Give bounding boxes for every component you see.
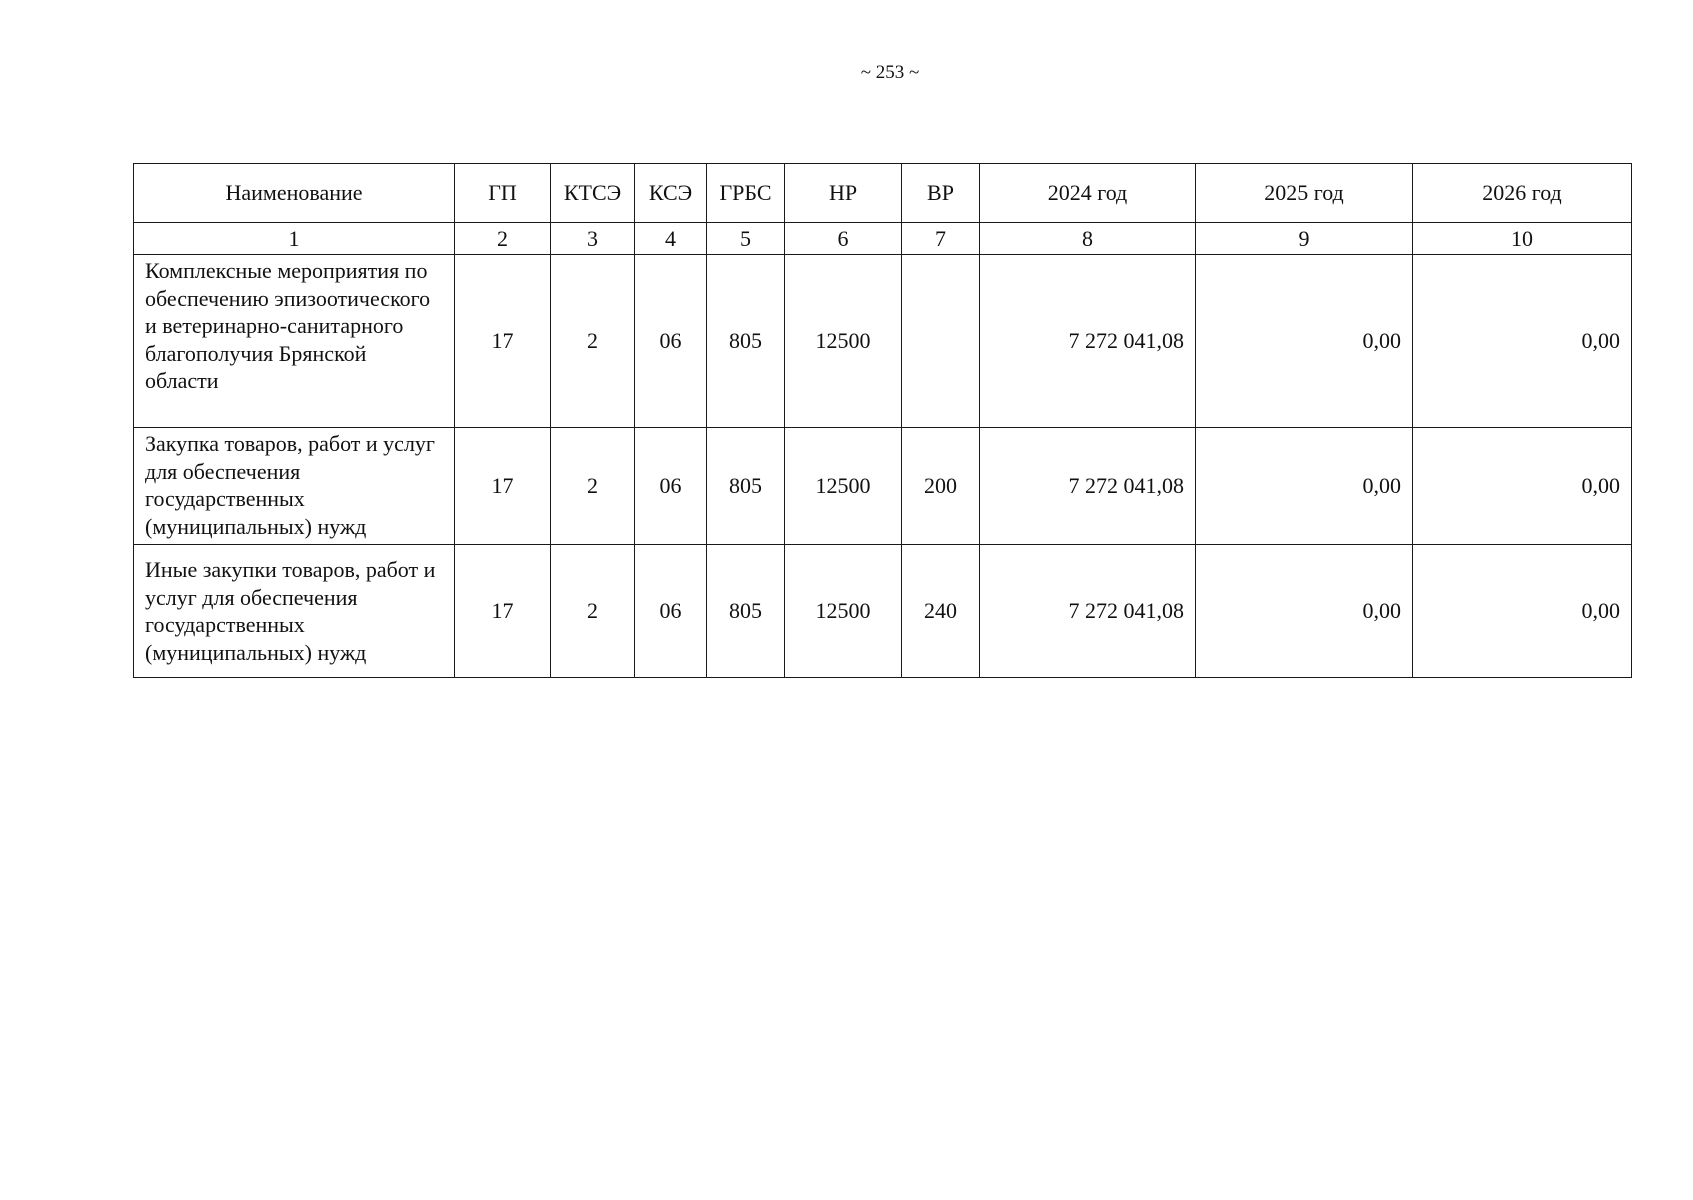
row-vr: 200: [902, 428, 980, 545]
row-gp: 17: [455, 255, 551, 428]
column-number: 6: [785, 223, 902, 255]
header-ktse: КТСЭ: [551, 164, 635, 223]
row-ktse: 2: [551, 428, 635, 545]
row-gp: 17: [455, 428, 551, 545]
column-number: 4: [635, 223, 707, 255]
row-amount-2024: 7 272 041,08: [980, 255, 1196, 428]
table-row: [134, 428, 1632, 545]
table-row: [134, 255, 1632, 428]
row-name: Закупка товаров, работ и услуг для обеспечения государственных (муниципальных) нужд: [134, 428, 455, 545]
row-amount-2026: 0,00: [1413, 428, 1632, 545]
row-nr: 12500: [785, 255, 902, 428]
row-gp: 17: [455, 545, 551, 678]
row-grbs: 805: [707, 545, 785, 678]
row-amount-2026: 0,00: [1413, 545, 1632, 678]
budget-table: [133, 163, 1632, 678]
row-amount-2025: 0,00: [1196, 428, 1413, 545]
row-grbs: 805: [707, 255, 785, 428]
column-number: 2: [455, 223, 551, 255]
row-kse: 06: [635, 545, 707, 678]
column-number: 9: [1196, 223, 1413, 255]
row-name: Иные закупки товаров, работ и услуг для обеспечения государственных (муниципальных) нужд: [134, 545, 455, 678]
row-vr: [902, 255, 980, 428]
header-kse: КСЭ: [635, 164, 707, 223]
column-number: 3: [551, 223, 635, 255]
column-number: 8: [980, 223, 1196, 255]
row-nr: 12500: [785, 428, 902, 545]
row-nr: 12500: [785, 545, 902, 678]
table-header-row: [134, 164, 1632, 223]
header-nr: НР: [785, 164, 902, 223]
header-2025: 2025 год: [1196, 164, 1413, 223]
column-number: 7: [902, 223, 980, 255]
header-name: Наименование: [134, 164, 455, 223]
header-2026: 2026 год: [1413, 164, 1632, 223]
header-gp: ГП: [455, 164, 551, 223]
row-vr: 240: [902, 545, 980, 678]
table-row: [134, 545, 1632, 678]
column-number: 1: [134, 223, 455, 255]
header-vr: ВР: [902, 164, 980, 223]
row-ktse: 2: [551, 255, 635, 428]
row-kse: 06: [635, 428, 707, 545]
header-grbs: ГРБС: [707, 164, 785, 223]
row-amount-2026: 0,00: [1413, 255, 1632, 428]
column-number-row: [134, 223, 1632, 255]
row-name: Комплексные мероприятия по обеспечению эпизоотического и ветеринарно-санитарного благополучия Брянской области: [134, 255, 455, 428]
row-amount-2024: 7 272 041,08: [980, 545, 1196, 678]
row-amount-2025: 0,00: [1196, 545, 1413, 678]
row-amount-2025: 0,00: [1196, 255, 1413, 428]
column-number: 10: [1413, 223, 1632, 255]
column-number: 5: [707, 223, 785, 255]
row-grbs: 805: [707, 428, 785, 545]
page-number: ~ 253 ~: [860, 62, 920, 83]
row-ktse: 2: [551, 545, 635, 678]
row-amount-2024: 7 272 041,08: [980, 428, 1196, 545]
header-2024: 2024 год: [980, 164, 1196, 223]
row-kse: 06: [635, 255, 707, 428]
